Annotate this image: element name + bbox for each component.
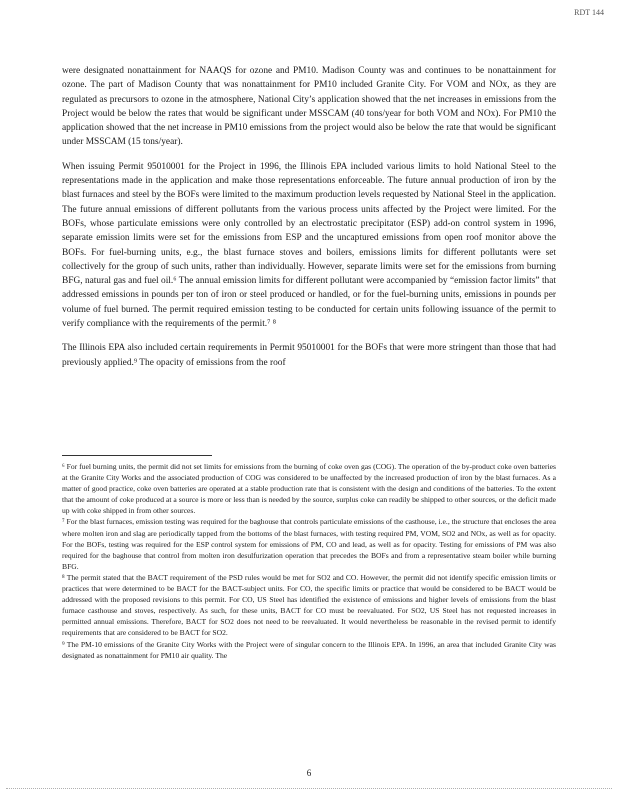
footnote: ⁶ For fuel burning units, the permit did not set limits for emissions from the burning of coke oven gas (COG). The operation of the by-product coke oven batteries at the Granite City Works and the associated production of COG was considered to be unaffected by the increased production of iron by the blast furnaces. As a matter of good practice, coke oven batteries are operated at a stable production rate that is consistent with the design and conditions of the batteries. To the extent that the amount of coke produced at a source is more or less than is needed by the source, surplus coke can readily be shipped to other sources, or the deficit made up with coke shipped in from other sources. xyxy=(62,462,556,516)
body-text xyxy=(62,64,556,380)
page-number: 6 xyxy=(306,768,312,778)
scan-border xyxy=(6,788,612,789)
page-id: RDT 144 xyxy=(574,8,604,17)
footnote: ⁷ For the blast furnaces, emission testing was required for the baghouse that controls particulate emissions of the casthouse, i.e., the structure that encloses the area where molten iron and slag are periodically tapped from the bottoms of the blast furnaces, with testing required PM, VOM, SO2 and NOx, as well as for opacity. For the BOFs, testing was required for the ESP control system for emissions of PM, CO and lead, as well as for opacity. Testing for emissions of PM was also required for the baghouse that control from molten iron desulfurization operation that precedes the BOFs and from a representative steam boiler while burning BFG. xyxy=(62,517,556,571)
paragraph: The Illinois EPA also included certain requirements in Permit 95010001 for the BOFs that were more stringent than those that had previously applied.⁹ The opacity of emissions from the roof xyxy=(62,343,556,368)
footnotes xyxy=(62,461,556,661)
paragraph: were designated nonattainment for NAAQS for ozone and PM10. Madison County was and continues to be nonattainment for ozone. The part of Madison County that was nonattainment for PM10 included Granite City. For VOM and NOx, as they are regulated as precursors to ozone in the atmosphere, National City’s application showed that the net increases in emissions from the Project would be below the rates that would be significant under MSSCAM (40 tons/year for both VOM and NOx). For PM10 the application showed that the net increase in PM10 emissions from the project would also be below the rate that would be significant under MSSCAM (15 tons/year). xyxy=(62,66,556,148)
footnote-divider xyxy=(62,455,212,456)
footnote: ⁸ The permit stated that the BACT requirement of the PSD rules would be met for SO2 and CO. However, the permit did not identify specific emission limits or practices that were determined to be BACT for the BACT-subject units. For CO, the specific limits or practice that would be considered to be BACT would be addressed with the proposed revisions to this permit. For CO, US Steel has identified the existence of emissions and higher levels of emissions from the blast furnace casthouse and stoves, respectively. As such, for these units, BACT for CO must be reevaluated. For SO2, US Steel has not requested increases in permitted annual emissions. Therefore, BACT for SO2 does not need to be reevaluated. It would nevertheless be reasonable in the revised permit to identify requirements that are considered to be BACT for SO2. xyxy=(62,572,556,638)
footnote: ⁹ The PM-10 emissions of the Granite City Works with the Project were of singular concern to the Illinois EPA. In 1996, an area that included Granite City was designated as nonattainment for PM10 air quality. The xyxy=(62,639,556,660)
paragraph: When issuing Permit 95010001 for the Project in 1996, the Illinois EPA included various limits to hold National Steel to the representations made in the application and make those representations enforceable. The future annual production of iron by the blast furnaces and steel by the BOFs were limited to the maximum production levels requested by National Steel in the application. The future annual emissions of different pollutants from the various process units affected by the Project were limited. For the BOFs, whose particulate emissions were only controlled by an electrostatic precipitator (ESP) add-on control system in 1996, separate emission limits were set for the emissions from ESP and the uncaptured emissions from open roof monitor above the BOFs. For fuel-burning units, e.g., the blast furnace stoves and boilers, emissions limits for different pollutants were set collectively for the group of such units, rather than individually. However, separate limits were set for the emissions from burning BFG, natural gas and fuel oil.⁶ The annual emission limits for different pollutant were accompanied by “emission factor limits” that addressed emissions in pounds per ton of iron or steel produced or handled, or for the fuel-burning units, emissions in pounds per volume of fuel burned. The permit required emission testing to be conducted for certain units following issuance of the permit to verify compliance with the requirements of the permit.⁷ ⁸ xyxy=(62,161,556,330)
